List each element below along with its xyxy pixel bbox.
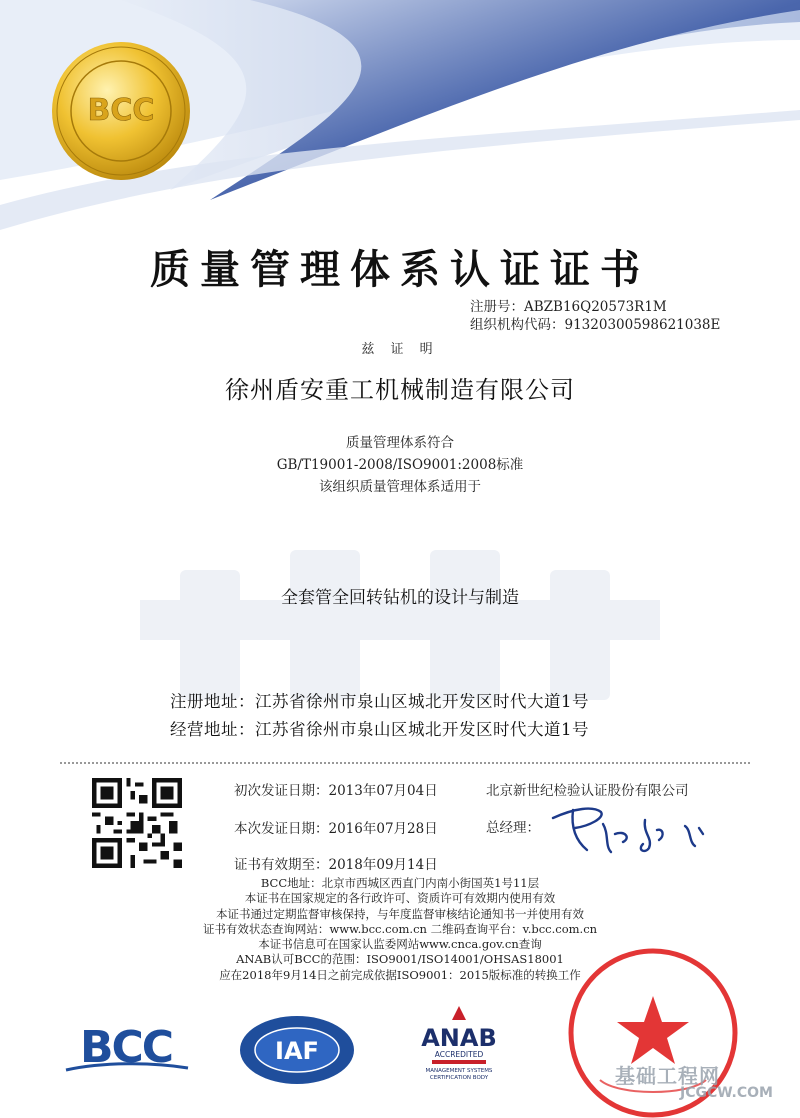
certifies-label: 兹 证 明 <box>361 342 439 357</box>
standard-statement <box>0 432 800 498</box>
info-line: 本证书信息可在国家认监委网站www.cnca.gov.cn查询 <box>258 937 542 952</box>
svg-text:MANAGEMENT SYSTEMS: MANAGEMENT SYSTEMS <box>425 1068 493 1074</box>
svg-text:CERTIFICATION BODY: CERTIFICATION BODY <box>429 1075 489 1081</box>
info-line: 本证书通过定期监督审核保持，与年度监督审核结论通知书一并使用有效 <box>216 906 584 921</box>
operating-address: 经营地址：江苏省徐州市泉山区城北开发区时代大道1号 <box>170 720 589 739</box>
general-manager-label: 总经理： <box>486 820 540 836</box>
info-line: 应在2018年9月14日之前完成依据ISO9001：2015版标准的转换工作 <box>219 967 581 982</box>
first-issue-date: 初次发证日期：2013年07月04日 <box>234 783 438 799</box>
site-watermark: 基础工程网 <box>615 1064 720 1088</box>
site-watermark-url: JCGCW.COM <box>680 1085 773 1101</box>
organization-code: 组织机构代码：91320300598621038E <box>470 317 721 333</box>
bcc-gold-badge-icon <box>50 40 192 182</box>
registered-address: 注册地址：江苏省徐州市泉山区城北开发区时代大道1号 <box>170 692 589 711</box>
certification-scope: 全套管全回转钻机的设计与制造 <box>281 588 519 608</box>
standard-line-2: GB/T19001-2008/ISO9001:2008标准 <box>276 457 524 473</box>
standard-line-3: 该组织质量管理体系适用于 <box>319 479 481 495</box>
svg-text:ACCREDITED: ACCREDITED <box>434 1050 484 1059</box>
this-issue-date: 本次发证日期：2016年07月28日 <box>234 821 438 837</box>
iaf-logo-icon <box>238 1014 356 1086</box>
svg-text:ANAB: ANAB <box>421 1024 497 1052</box>
svg-text:BCC: BCC <box>87 93 155 128</box>
registration-number: 注册号：ABZB16Q20573R1M <box>470 299 667 315</box>
valid-until-date: 证书有效期至：2018年09月14日 <box>234 857 438 873</box>
info-line: BCC地址：北京市西城区西直门内南小街国英1号11层 <box>260 876 540 890</box>
issuer-name: 北京新世纪检验认证股份有限公司 <box>486 783 689 799</box>
svg-text:BCC: BCC <box>79 1022 173 1073</box>
company-name: 徐州盾安重工机械制造有限公司 <box>225 376 575 404</box>
bcc-logo-icon <box>62 1018 192 1078</box>
dotted-divider <box>60 762 750 764</box>
certificate-title: 质量管理体系认证证书 <box>150 246 650 293</box>
info-line: 本证书在国家规定的各行政许可、资质许可有效期内使用有效 <box>244 891 556 906</box>
registration-block <box>470 298 720 334</box>
svg-text:IAF: IAF <box>275 1037 319 1065</box>
qr-code-icon[interactable] <box>92 778 182 868</box>
general-manager-signature <box>545 800 715 862</box>
standard-line-1: 质量管理体系符合 <box>346 435 454 451</box>
anab-logo-icon <box>412 1002 507 1082</box>
background-watermark-graphic <box>140 540 660 710</box>
info-line: ANAB认可BCC的范围：ISO9001/ISO14001/OHSAS18001 <box>236 952 564 967</box>
info-line: 证书有效状态查询网站：www.bcc.com.cn 二维码查询平台：v.bcc.com.cn <box>202 921 598 936</box>
